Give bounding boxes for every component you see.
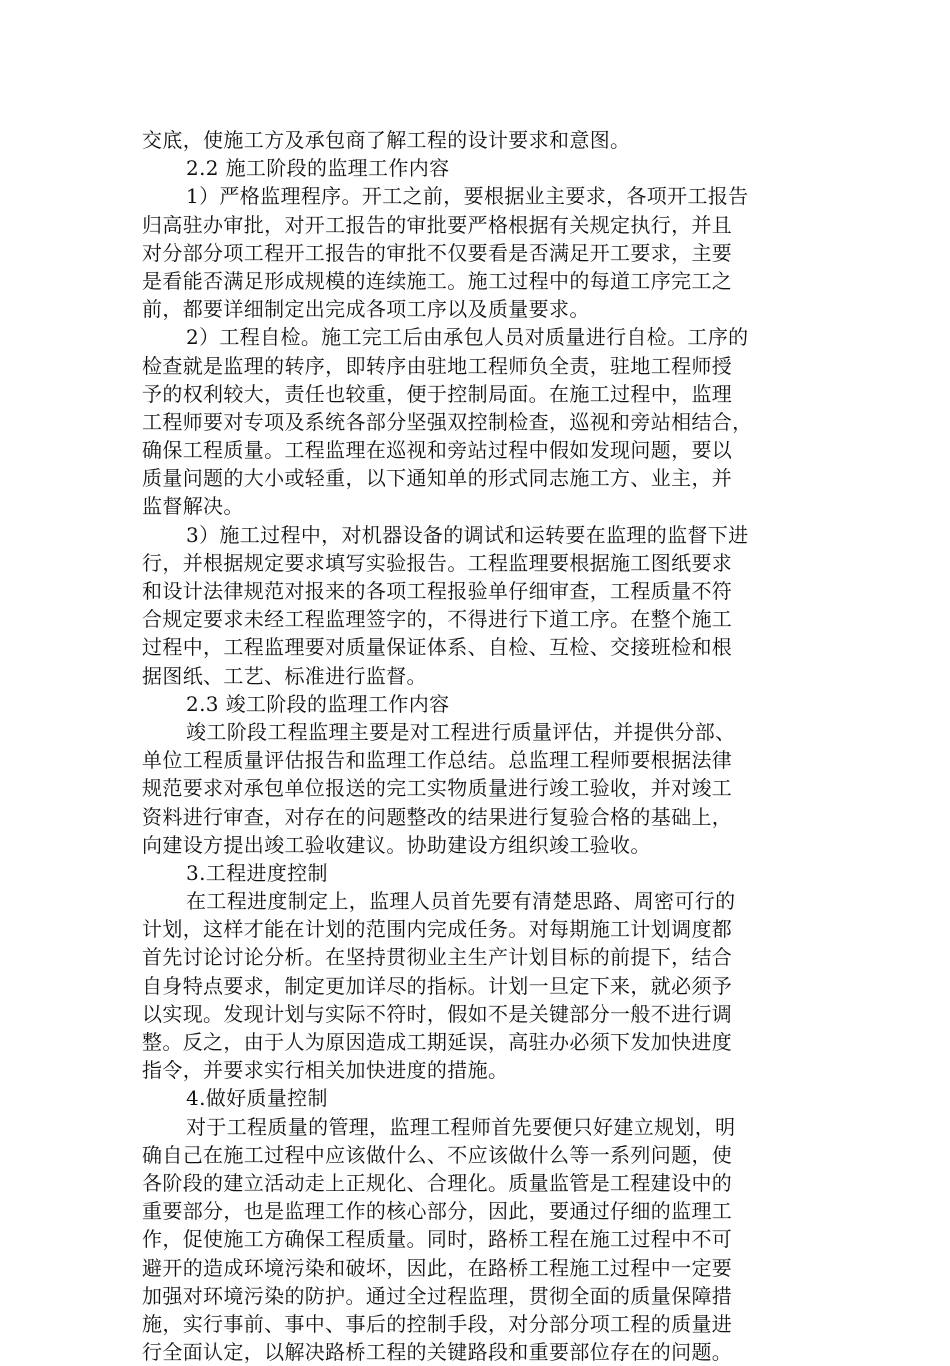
text-line: 资料进行审查，对存在的问题整改的结果进行复验合格的基础上， (142, 804, 733, 829)
text-line: 和设计法律规范对报来的各项工程报验单仔细审查，工程质量不符 (142, 579, 733, 603)
text-line: 规范要求对承包单位报送的完工实物质量进行竣工验收，并对竣工 (142, 776, 733, 801)
text-line: 予的权利较大，责任也较重，便于控制局面。在施工过程中，监理 (142, 381, 733, 406)
document-body (142, 126, 808, 1366)
text-line: 单位工程质量评估报告和监理工作总结。总监理工程师要根据法律 (142, 748, 733, 773)
text-line: 确自己在施工过程中应该做什么、不应该做什么等一系列问题，使 (142, 1142, 733, 1167)
text-line: 加强对环境污染的防护。通过全过程监理，贯彻全面的质量保障措 (142, 1283, 733, 1308)
text-line: 对分部分项工程开工报告的审批不仅要看是否满足开工要求，主要 (142, 240, 733, 265)
text-line: 过程中，工程监理要对质量保证体系、自检、互检、交接班检和根 (142, 635, 733, 660)
text-line: 是看能否满足形成规模的连续施工。施工过程中的每道工序完工之 (142, 268, 733, 293)
text-line: 工程师要对专项及系统各部分坚强双控制检查，巡视和旁站相结合， (142, 409, 753, 434)
text-line: 3）施工过程中，对机器设备的调试和运转要在监理的监督下进 (186, 522, 749, 547)
text-line: 自身特点要求，制定更加详尽的指标。计划一旦定下来，就必须予 (142, 973, 733, 998)
text-line: 以实现。发现计划与实际不符时，假如不是关键部分一般不进行调 (142, 1001, 733, 1026)
text-line: 首先讨论讨论分析。在坚持贯彻业主生产计划目标的前提下，结合 (142, 945, 733, 970)
text-line: 整。反之，由于人为原因造成工期延误，高驻办必须下发加快进度 (142, 1030, 733, 1054)
text-line: 交底，使施工方及承包商了解工程的设计要求和意图。 (142, 128, 631, 152)
text-line: 竣工阶段工程监理主要是对工程进行质量评估，并提供分部、 (186, 719, 736, 744)
text-line: 各阶段的建立活动走上正规化、合理化。质量监管是工程建设中的 (142, 1170, 733, 1195)
text-line: 监督解决。 (142, 494, 244, 519)
text-line: 确保工程质量。工程监理在巡视和旁站过程中假如发现问题，要以 (142, 438, 733, 463)
text-line: 1）严格监理程序。开工之前，要根据业主要求，各项开工报告 (186, 184, 749, 209)
text-line: 在工程进度制定上，监理人员首先要有清楚思路、周密可行的 (186, 889, 736, 914)
text-line: 重要部分，也是监理工作的核心部分，因此，要通过仔细的监理工 (142, 1199, 733, 1224)
text-line: 2.3 竣工阶段的监理工作内容 (186, 691, 450, 716)
text-line: 向建设方提出竣工验收建议。协助建设方组织竣工验收。 (142, 832, 651, 857)
text-line: 据图纸、工艺、标准进行监督。 (142, 663, 427, 688)
text-line: 合规定要求未经工程监理签字的，不得进行下道工序。在整个施工 (142, 607, 733, 632)
text-line: 检查就是监理的转序，即转序由驻地工程师负全责，驻地工程师授 (142, 353, 733, 378)
text-line: 4.做好质量控制 (186, 1086, 328, 1111)
text-line: 归高驻办审批，对开工报告的审批要严格根据有关规定执行，并且 (142, 212, 733, 237)
text-line: 3.工程进度控制 (186, 860, 328, 885)
text-line: 2）工程自检。施工完工后由承包人员对质量进行自检。工序的 (186, 325, 749, 350)
text-line: 避开的造成环境污染和破坏，因此，在路桥工程施工过程中一定要 (142, 1255, 733, 1280)
text-line: 2.2 施工阶段的监理工作内容 (186, 156, 450, 181)
text-line: 前，都要详细制定出完成各项工序以及质量要求。 (142, 297, 590, 322)
text-line: 质量问题的大小或轻重，以下通知单的形式同志施工方、业主，并 (142, 466, 733, 491)
text-line: 作，促使施工方确保工程质量。同时，路桥工程在施工过程中不可 (142, 1227, 733, 1252)
text-line: 指令，并要求实行相关加快进度的措施。 (142, 1058, 509, 1083)
text-line: 行，并根据规定要求填写实验报告。工程监理要根据施工图纸要求 (142, 550, 733, 575)
text-line: 对于工程质量的管理，监理工程师首先要便只好建立规划，明 (186, 1114, 736, 1139)
text-line: 行全面认定，以解决路桥工程的关键路段和重要部位存在的问题。 (142, 1340, 733, 1365)
text-line: 施，实行事前、事中、事后的控制手段，对分部分项工程的质量进 (142, 1311, 733, 1336)
text-line: 计划，这样才能在计划的范围内完成任务。对每期施工计划调度都 (142, 917, 733, 942)
